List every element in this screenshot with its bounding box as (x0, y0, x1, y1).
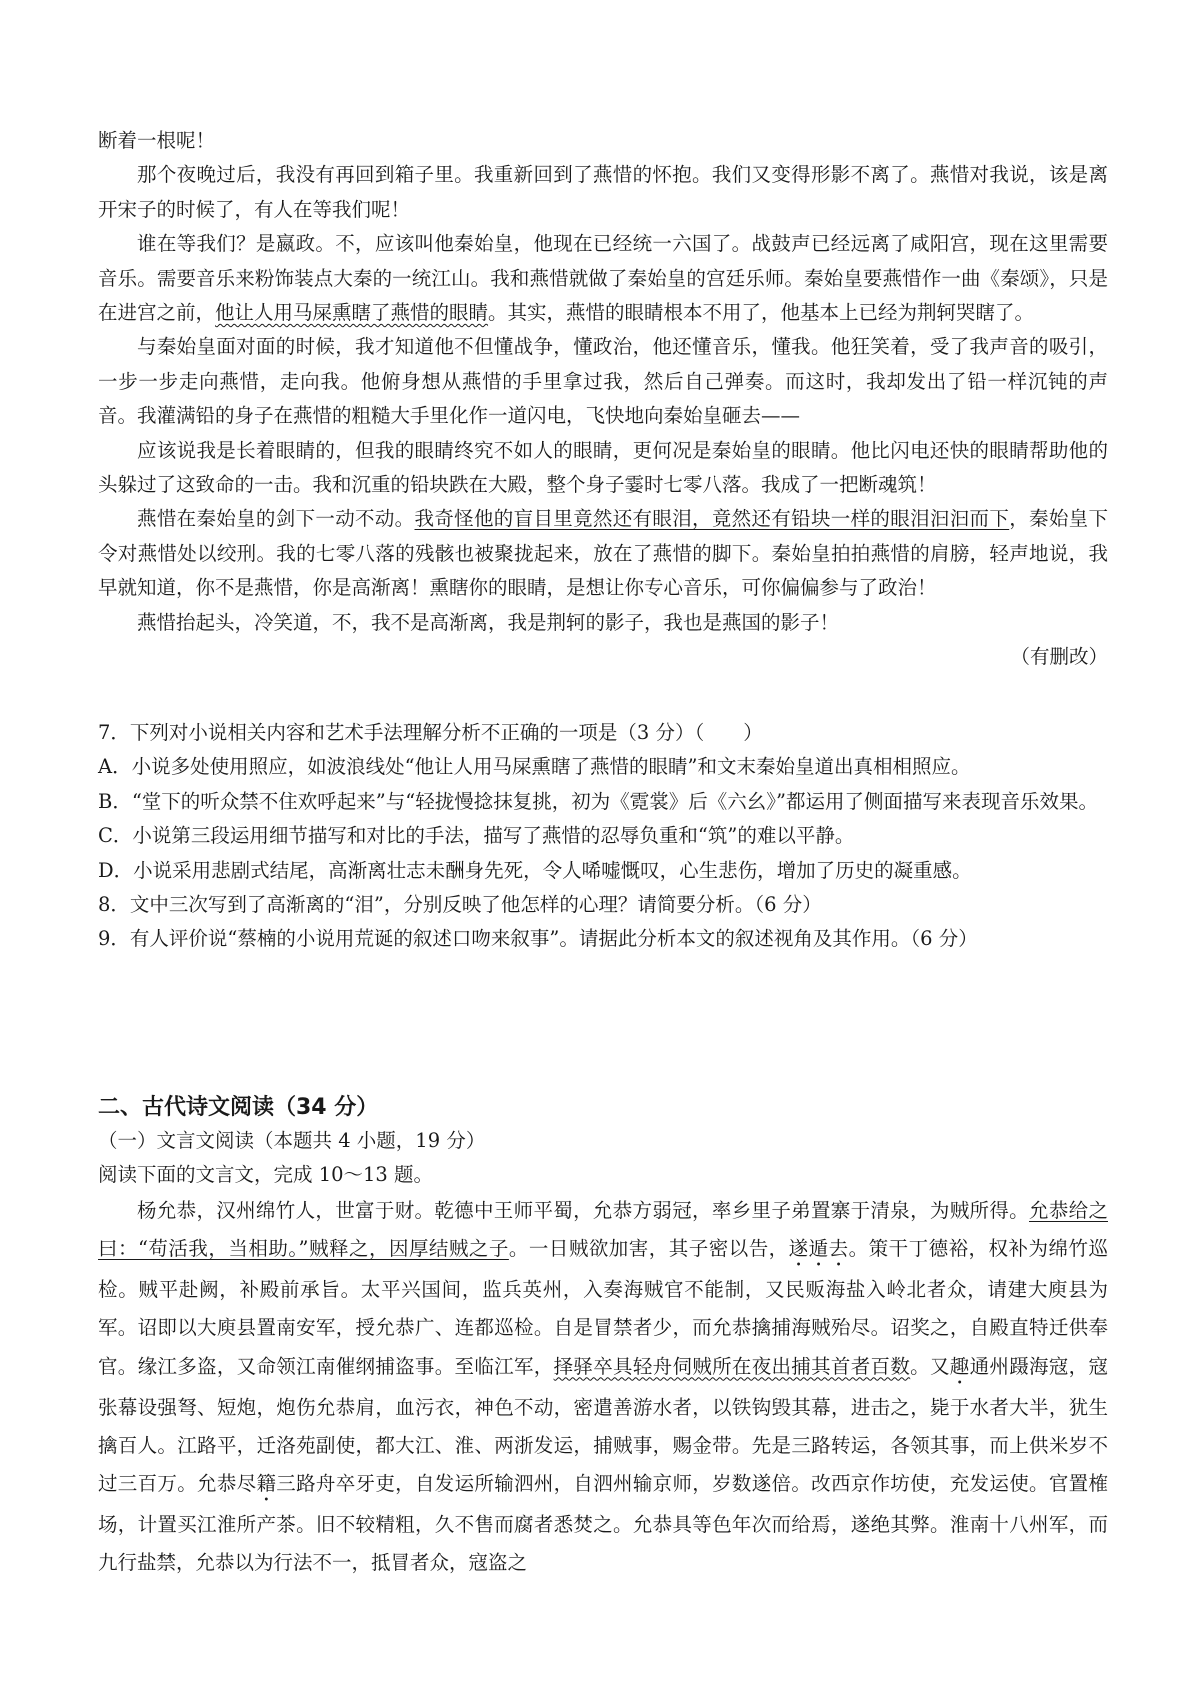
section-heading: 二、古代诗文阅读（34 分） (98, 1095, 379, 1120)
dotted-character: 趣 (949, 1354, 970, 1378)
classical-text (98, 1192, 1108, 1582)
dotted-character: 籍 (256, 1472, 277, 1496)
instruction: 阅读下面的文言文，完成 10～13 题。 (98, 1162, 434, 1186)
questions (98, 716, 1108, 957)
story-paragraph: 断着一根呢！ (98, 129, 216, 152)
wavy-underlined-sentence: 择驿卒具轻舟伺贼所在夜出捕其首者百数 (553, 1354, 911, 1378)
underlined-sentence: 我奇怪他的盲目里竟然还有眼泪，竟然还有铅块一样的眼泪汩汩而下 (414, 507, 1010, 531)
dotted-phrase: 遂遁去 (788, 1237, 849, 1261)
option-c: C．小说第三段运用细节描写和对比的手法，描写了燕惜的忍辱负重和“筑”的难以平静。 (98, 824, 855, 848)
question-8: 8．文中三次写到了高渐离的“泪”，分别反映了他怎样的心理？请简要分析。（6 分） (98, 893, 822, 917)
question-7: 7．下列对小说相关内容和艺术手法理解分析不正确的一项是（3 分）（ ） (98, 721, 763, 744)
subsection-title: （一）文言文阅读（本题共 4 小题，19 分） (98, 1129, 486, 1152)
question-9: 9．有人评价说“蔡楠的小说用荒诞的叙述口吻来叙事”。请据此分析本文的叙述视角及其作用。（6 分） (98, 927, 978, 951)
story-paragraph: 应该说我是长着眼睛的，但我的眼睛终究不如人的眼睛，更何况是秦始皇的眼睛。他比闪电还快的眼睛帮助他的头躲过了这致命的一击。我和沉重的铅块跌在大殿，整个身子霎时七零八落。我成了一把断魂筑！ (98, 438, 1108, 497)
option-a: A．小说多处使用照应，如波浪线处“他让人用马屎熏瞎了燕惜的眼睛”和文末秦始皇道出真相相照应。 (98, 755, 971, 779)
story-paragraph: 与秦始皇面对面的时候，我才知道他不但懂战争，懂政治，他还懂音乐，懂我。他狂笑着，受了我声音的吸引，一步一步走向燕惜，走向我。他俯身想从燕惜的手里拿过我，然后自己弹奏。而这时，我却发出了铅一样沉钝的声音。我灌满铅的身子在燕惜的粗糙大手里化作一道闪电，飞快地向秦始皇砸去—— (98, 335, 1108, 428)
story-paragraph: 燕惜抬起头，冷笑道，不，我不是高渐离，我是荆轲的影子，我也是燕国的影子！ (137, 610, 840, 634)
classical-paragraph: 杨允恭，汉州绵竹人，世富于财。乾德中王师平蜀，允恭方弱冠，率乡里子弟置寨于清泉，为贼所得。允恭给之曰：“苟活我，当相助。”贼释之，因厚结贼之子。一日贼欲加害，其子密以告，遂遁去。策干丁德裕，权补为绵竹巡检。贼平赴阙，补殿前承旨。太平兴国间，监兵英州，入奏海贼官不能制，又民贩海盐入岭北者众，请建大庾县为军。诏即以大庾县置南安军，授允恭广、连都巡检。自是冒禁者少，而允恭擒捕海贼殆尽。诏奖之，自殿直特迁供奉官。缘江多盗，又命领江南催纲捕盗事。至临江军，择驿卒具轻舟伺贼所在夜出捕其首者百数。又趣通州蹑海寇，寇张幕设强弩、短炮，炮伤允恭肩，血污衣，神色不动，密遣善游水者，以铁钩毁其幕，进击之，毙于水者大半，犹生擒百人。江路平，迁洛苑副使，都大江、淮、两浙发运，捕贼事，赐金带。先是三路转运，各领其事，而上供米岁不过三百万。允恭尽籍三路舟卒牙吏，自发运所输泗州，自泗州输京师，岁数遂倍。改西京作坊使，充发运使。官置榷场，计置买江淮所产茶。旧不较精粗，久不售而腐者悉焚之。允恭具等色年次而给焉，遂绝其弊。淮南十八州军，而九行盐禁，允恭以为行法不一，抵冒者众，寇盗之 (98, 1199, 1108, 1575)
classical-section (98, 1124, 1108, 1191)
option-b: B．“堂下的听众禁不住欢呼起来”与“轻拢慢捻抹复挑，初为《霓裳》后《六幺》”都运用了侧面描写来表现音乐效果。 (98, 789, 1098, 813)
story-paragraph: 那个夜晚过后，我没有再回到箱子里。我重新回到了燕惜的怀抱。我们又变得形影不离了。燕惜对我说，该是离开宋子的时候了，有人在等我们呢！ (98, 163, 1108, 221)
story-paragraph: 谁在等我们？是嬴政。不，应该叫他秦始皇，他现在已经统一六国了。战鼓声已经远离了咸阳宫，现在这里需要音乐。需要音乐来粉饰装点大秦的一统江山。我和燕惜就做了秦始皇的宫廷乐师。秦始皇要燕惜作一曲《秦颂》，只是在进宫之前，他让人用马屎熏瞎了燕惜的眼睛。其实，燕惜的眼睛根本不用了，他基本上已经为荆轲哭瞎了。 (98, 232, 1108, 325)
source-note: （有删改） (1010, 645, 1108, 669)
story-paragraph: 燕惜在秦始皇的剑下一动不动。我奇怪他的盲目里竟然还有眼泪，竟然还有铅块一样的眼泪汩汩而下，秦始皇下令对燕惜处以绞刑。我的七零八落的残骸也被聚拢起来，放在了燕惜的脚下。秦始皇拍拍燕惜的肩膀，轻声地说，我早就知道，你不是燕惜，你是高渐离！熏瞎你的眼睛，是想让你专心音乐，可你偏偏参与了政治！ (98, 507, 1108, 600)
story-text (98, 124, 1108, 675)
wavy-underlined-sentence: 他让人用马屎熏瞎了燕惜的眼睛 (215, 301, 489, 325)
option-d: D．小说采用悲剧式结尾，高渐离壮志未酬身先死，令人唏嘘慨叹，心生悲伤，增加了历史的凝重感。 (98, 858, 972, 882)
underlined-sentence: 允恭给之曰：“苟活我，当相助。”贼释之，因厚结贼之子 (98, 1199, 1108, 1261)
